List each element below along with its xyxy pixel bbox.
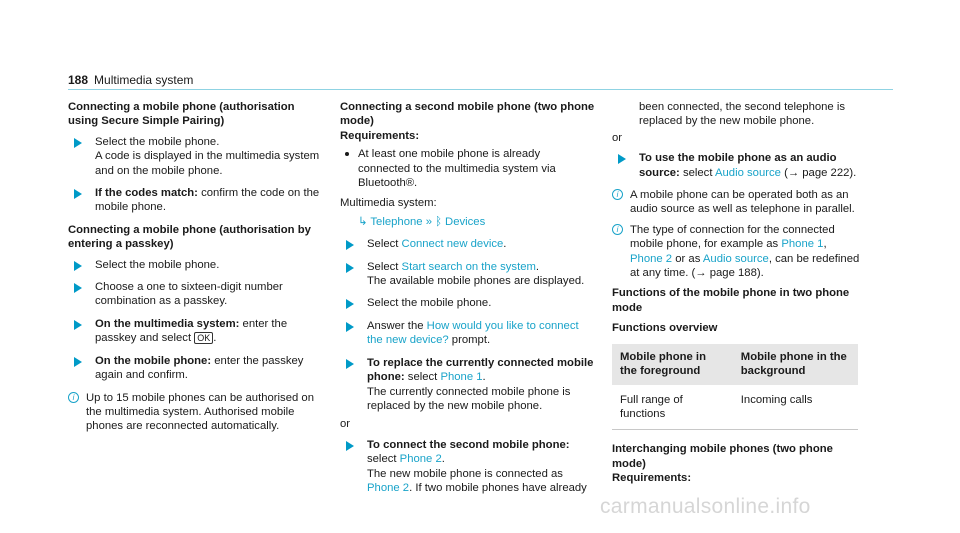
or-separator: or (612, 131, 623, 144)
step-arrow-icon (346, 299, 354, 309)
table-cell: Incoming calls (733, 385, 858, 430)
table-header-foreground: Mobile phone in the foreground (612, 344, 733, 385)
step-arrow-icon (346, 441, 354, 451)
bluetooth-icon: ᛒ (435, 215, 442, 228)
bullet-dot (345, 152, 349, 156)
header-rule (68, 89, 893, 90)
path-arrow-icon: ↳ (358, 215, 368, 228)
heading-passkey: Connecting a mobile phone (authorisation by entering a passkey) (68, 223, 311, 251)
path-telephone: Telephone (370, 215, 423, 228)
step-enter-passkey-phone: On the mobile phone: enter the passkey again and confirm. (68, 354, 323, 383)
section-title: Multimedia system (94, 73, 194, 87)
heading-functions: Functions of the mobile phone in two phone mode (612, 287, 850, 314)
info-icon: i (612, 189, 623, 200)
multimedia-system-label: Multimedia system: (340, 197, 437, 210)
step-arrow-icon (74, 357, 82, 367)
table-row (612, 385, 858, 430)
functions-table (612, 344, 858, 431)
table-header-background: Mobile phone in the background (733, 344, 858, 385)
page-header (68, 73, 193, 87)
step-connect-new-device: Select Connect new device. (340, 237, 595, 251)
info-icon: i (68, 392, 79, 403)
column-2 (340, 100, 595, 503)
step-arrow-icon (346, 263, 354, 273)
column-1 (68, 100, 323, 440)
step-start-search: Select Start search on the system. The available mobile phones are displayed. (340, 260, 595, 289)
step-audio-source: To use the mobile phone as an audio source: select Audio source (→ page 222). (612, 151, 862, 180)
info-icon: i (612, 224, 623, 235)
page-number: 188 (68, 73, 89, 87)
step-arrow-icon (74, 189, 82, 199)
step-arrow-icon (346, 240, 354, 250)
path-devices: Devices (445, 215, 486, 228)
step-select-phone: Select the mobile phone. A code is displayed in the multimedia system and on the mobile phone. (68, 135, 323, 178)
step-arrow-icon (74, 261, 82, 271)
step-connect-second: To connect the second mobile phone: select Phone 2. The new mobile phone is connected as Phone 2. If two mobile phones have already (340, 438, 595, 496)
step-answer-prompt: Answer the How would you like to connect the new device? prompt. (340, 319, 595, 348)
heading-ssp: Connecting a mobile phone (authorisation using Secure Simple Pairing) (68, 101, 295, 128)
step-continuation: been connected, the second telephone is replaced by the new mobile phone. (639, 101, 846, 128)
table-cell: Full range of functions (612, 385, 733, 430)
step-codes-match: If the codes match: confirm the code on the mobile phone. (68, 186, 323, 215)
requirement-item: At least one mobile phone is already connected to the multimedia system via Bluetooth®. (340, 147, 595, 190)
watermark-text: carmanualsonline.info (600, 495, 811, 518)
column-3 (612, 100, 862, 492)
double-chevron-icon: » (425, 215, 432, 228)
step-arrow-icon (346, 322, 354, 332)
step-arrow-icon (74, 320, 82, 330)
heading-interchanging: Interchanging mobile phones (two phone mode) Requirements: (612, 443, 833, 485)
step-enter-passkey-system: On the multimedia system: enter the passkey and select OK . (68, 317, 323, 346)
ok-key-icon: OK (194, 332, 213, 344)
step-choose-number: Choose a one to sixteen-digit number combination as a passkey. (68, 280, 323, 309)
step-select-phone-3: Select the mobile phone. (340, 296, 595, 310)
step-arrow-icon (74, 283, 82, 293)
step-arrow-icon (346, 359, 354, 369)
heading-overview: Functions overview (612, 322, 718, 335)
info-note: i Up to 15 mobile phones can be authorised on the multimedia system. Authorised mobile phones are reconnected automatically. (68, 391, 323, 434)
step-select-phone-2: Select the mobile phone. (68, 258, 323, 272)
or-separator: or (340, 418, 351, 431)
heading-second-phone: Connecting a second mobile phone (two phone mode) Requirements: (340, 101, 595, 142)
step-arrow-icon (618, 154, 626, 164)
step-replace-phone: To replace the currently connected mobile phone: select Phone 1. The currently connected mobile phone is replaced by the new mobile phone. (340, 356, 595, 414)
info-note-1: i A mobile phone can be operated both as an audio source as well as telephone in parallel. (612, 188, 862, 217)
menu-path (340, 215, 595, 229)
step-arrow-icon (74, 138, 82, 148)
info-note-2: i The type of connection for the connected mobile phone, for example as Phone 1, Phone 2 or as Audio source, can be redefined at any time. (→ page 188). (612, 223, 862, 281)
